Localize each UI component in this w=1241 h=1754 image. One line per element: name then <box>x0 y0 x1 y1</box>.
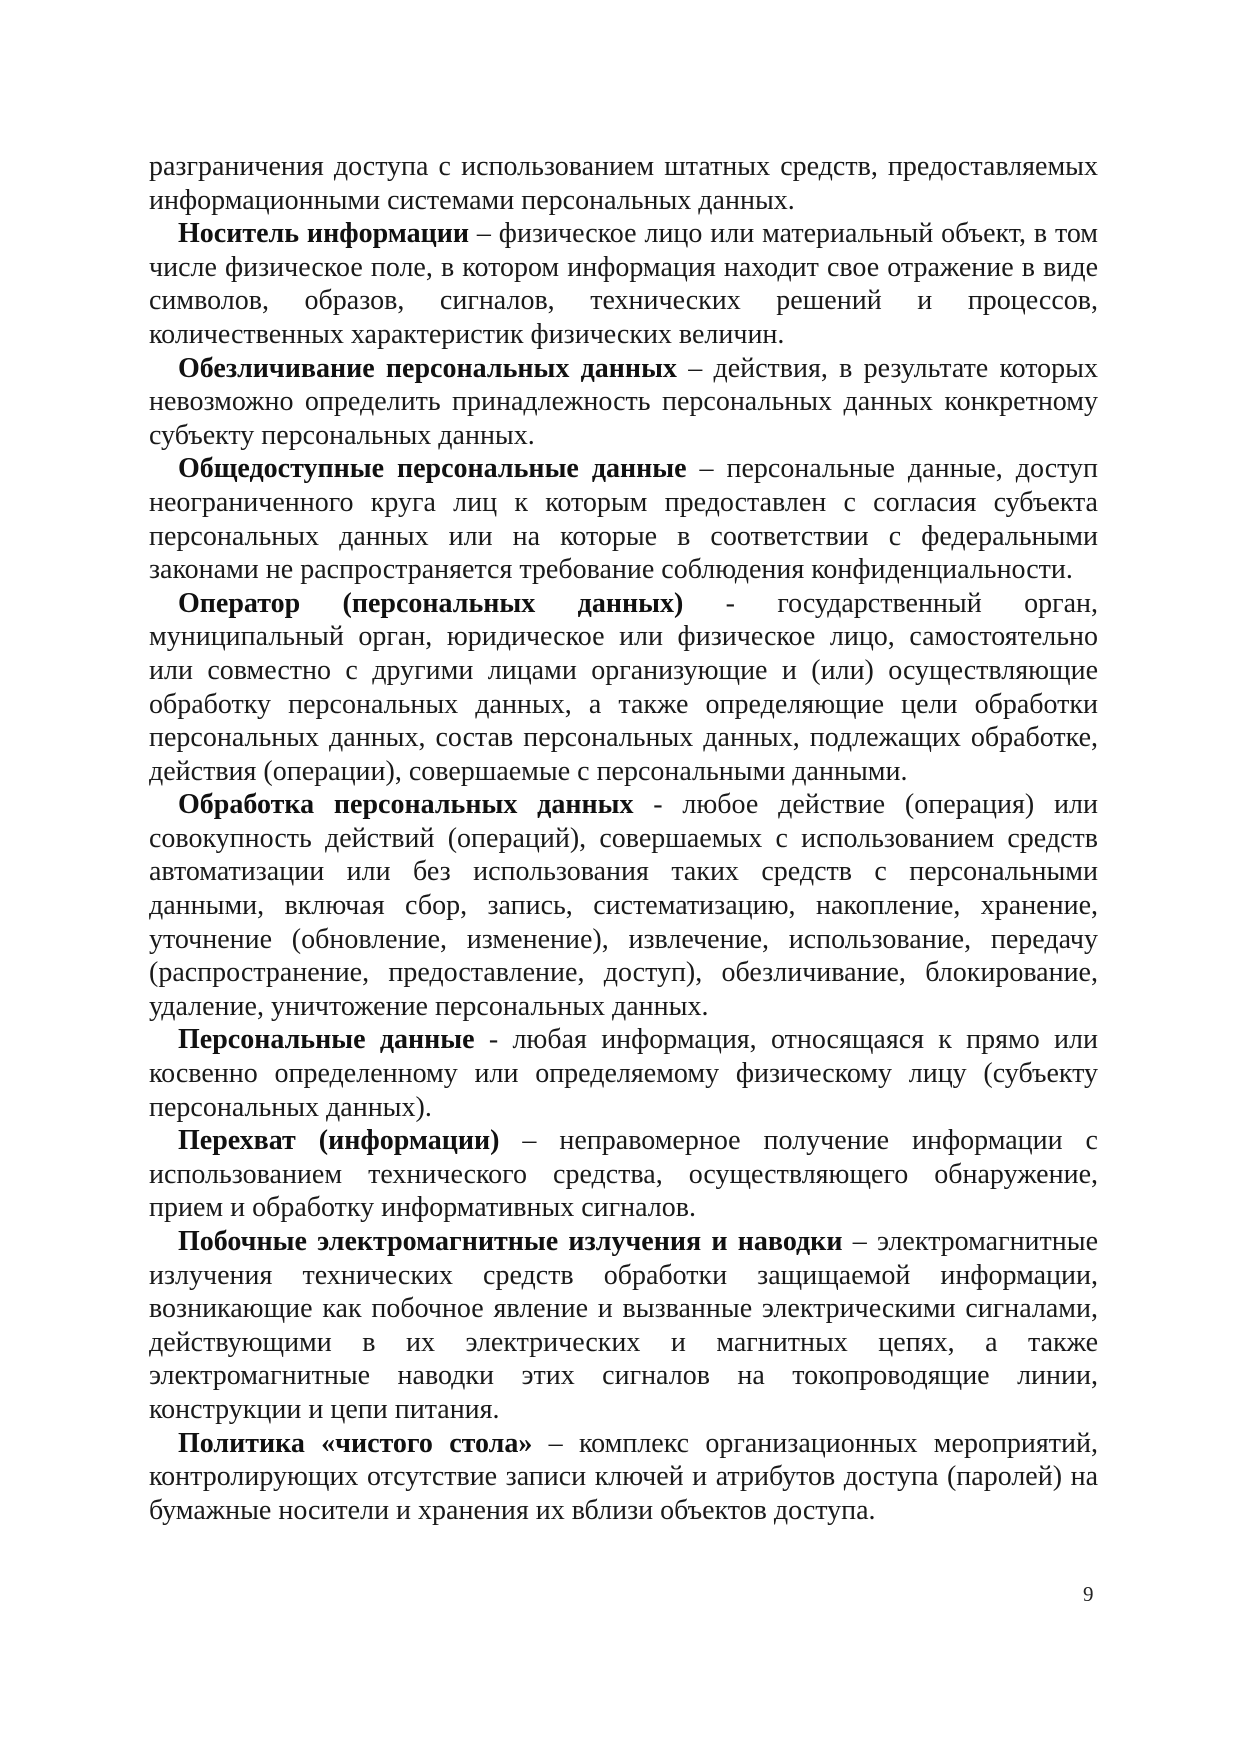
definition-paragraph <box>149 788 1098 1023</box>
definition-term: Обезличивание персональных данных <box>178 352 677 384</box>
definition-text: - государственный орган, муниципальный орган, юридическое или физическое лицо, самостоятельно или совместно с другими лицами организующие и (или) осуществляющие обработку персональных данных, а также определяющие цели обработки персональных данных, состав персональных данных, подлежащих обработке, действия (операции), совершаемые с персональными данными. <box>149 587 1098 787</box>
definition-paragraph <box>149 1023 1098 1124</box>
definition-term: Носитель информации <box>178 218 470 250</box>
definition-term: Персональные данные <box>178 1024 475 1056</box>
definition-paragraph <box>149 587 1098 789</box>
definition-text: - любое действие (операция) или совокупность действий (операций), совершаемых с использованием средств автоматизации или без использования таких средств с персональными данными, включая сбор, запись, систематизацию, накопление, хранение, уточнение (обновление, изменение), извлечение, использование, передачу (распространение, предоставление, доступ), обезличивание, блокирование, удаление, уничтожение персональных данных. <box>149 789 1098 1022</box>
definition-paragraph <box>149 352 1098 453</box>
definition-paragraph <box>149 1427 1098 1528</box>
document-page <box>149 150 1098 1527</box>
definition-term: Оператор (персональных данных) <box>178 587 684 619</box>
definition-term: Побочные электромагнитные излучения и наводки <box>178 1226 843 1257</box>
definition-text: – физическое лицо или материальный объект, в том числе физическое поле, в котором информация находит свое отражение в виде символов, образов, сигналов, технических решений и процессов, количественных характеристик физических величин. <box>149 218 1099 350</box>
definition-text: – персональные данные, доступ неограниченного круга лиц к которым предоставлен с согласия субъекта персональных данных или на которые в соответствии с федеральными законами не распространяется требование соблюдения конфиденциальности. <box>149 453 1098 586</box>
definition-paragraph <box>149 217 1098 351</box>
definition-term: Перехват (информации) <box>178 1125 500 1157</box>
continuation-paragraph: разграничения доступа с использованием штатных средств, предоставляемых информационными системами персональных данных. <box>149 151 1098 216</box>
definition-term: Политика «чистого стола» <box>178 1427 533 1459</box>
definition-text: – комплекс организационных мероприятий, контролирующих отсутствие записи ключей и атрибутов доступа (паролей) на бумажные носители и хранения их вблизи объектов доступа. <box>149 1427 1098 1526</box>
definition-text: - любая информация, относящаяся к прямо или косвенно определенному или определяемому физическому лицу (субъекту персональных данных). <box>149 1024 1098 1123</box>
definition-paragraph <box>149 452 1098 586</box>
definition-text: – электромагнитные излучения технических средств обработки защищаемой информации, возникающие как побочное явление и вызванные электрическими сигналами, действующими в их электрических и магнитных цепях, а также электромагнитные наводки этих сигналов на токопроводящие линии, конструкции и цепи питания. <box>149 1226 1098 1425</box>
definition-text: – действия, в результате которых невозможно определить принадлежность персональных данных конкретному субъекту персональных данных. <box>149 352 1098 451</box>
page-number: 9 <box>1083 1582 1094 1606</box>
definition-term: Общедоступные персональные данные <box>178 453 687 485</box>
definition-text: – неправомерное получение информации с использованием технического средства, осуществляющего обнаружение, прием и обработку информативных сигналов. <box>149 1125 1098 1224</box>
definition-term: Обработка персональных данных <box>178 789 634 821</box>
definition-paragraph <box>149 1225 1098 1427</box>
definition-paragraph <box>149 1124 1098 1225</box>
